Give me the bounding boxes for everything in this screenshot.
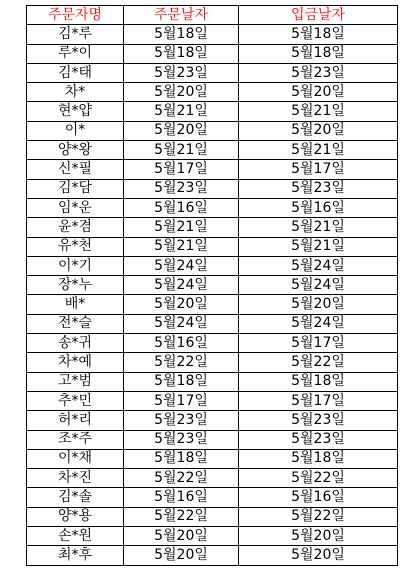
header-order-date: 주문날자 (124, 6, 239, 25)
cell-orderer-name: 양*용 (27, 507, 124, 526)
cell-orderer-name: 허*리 (27, 411, 124, 430)
cell-orderer-name: 고*범 (27, 372, 124, 391)
table-row (27, 430, 398, 449)
table-row (27, 25, 398, 44)
cell-orderer-name: 신*필 (27, 160, 124, 179)
cell-order-date: 5월18일 (124, 44, 239, 63)
cell-orderer-name: 양*왕 (27, 141, 124, 160)
cell-deposit-date: 5월23일 (239, 430, 398, 449)
table-row (27, 141, 398, 160)
cell-order-date: 5월21일 (124, 102, 239, 121)
order-deposit-table (26, 5, 398, 566)
cell-order-date: 5월18일 (124, 449, 239, 468)
cell-deposit-date: 5월21일 (239, 141, 398, 160)
table-row (27, 353, 398, 372)
cell-order-date: 5월18일 (124, 25, 239, 44)
cell-orderer-name: 차* (27, 83, 124, 102)
table-row (27, 372, 398, 391)
header-orderer-name: 주문자명 (27, 6, 124, 25)
cell-order-date: 5월24일 (124, 276, 239, 295)
cell-order-date: 5월24일 (124, 256, 239, 275)
cell-orderer-name: 현*얍 (27, 102, 124, 121)
cell-orderer-name: 차*예 (27, 353, 124, 372)
table-row (27, 411, 398, 430)
cell-order-date: 5월17일 (124, 391, 239, 410)
table-row (27, 334, 398, 353)
cell-deposit-date: 5월22일 (239, 353, 398, 372)
cell-deposit-date: 5월20일 (239, 121, 398, 140)
cell-order-date: 5월16일 (124, 334, 239, 353)
table-row (27, 160, 398, 179)
cell-deposit-date: 5월24일 (239, 314, 398, 333)
cell-order-date: 5월22일 (124, 353, 239, 372)
cell-orderer-name: 전*슬 (27, 314, 124, 333)
table-row (27, 256, 398, 275)
cell-order-date: 5월16일 (124, 488, 239, 507)
cell-order-date: 5월20일 (124, 527, 239, 546)
cell-order-date: 5월23일 (124, 179, 239, 198)
table-header-row (27, 6, 398, 25)
cell-deposit-date: 5월20일 (239, 546, 398, 565)
cell-deposit-date: 5월17일 (239, 391, 398, 410)
cell-deposit-date: 5월17일 (239, 334, 398, 353)
cell-orderer-name: 차*진 (27, 469, 124, 488)
cell-order-date: 5월20일 (124, 83, 239, 102)
cell-order-date: 5월21일 (124, 141, 239, 160)
table-row (27, 179, 398, 198)
table-row (27, 218, 398, 237)
table-row (27, 507, 398, 526)
cell-order-date: 5월22일 (124, 507, 239, 526)
table-row (27, 295, 398, 314)
cell-orderer-name: 송*귀 (27, 334, 124, 353)
table-row (27, 102, 398, 121)
table-row (27, 44, 398, 63)
cell-orderer-name: 배* (27, 295, 124, 314)
cell-orderer-name: 임*운 (27, 198, 124, 217)
cell-orderer-name: 김*태 (27, 63, 124, 82)
cell-orderer-name: 장*누 (27, 276, 124, 295)
cell-orderer-name: 추*민 (27, 391, 124, 410)
cell-orderer-name: 윤*겸 (27, 218, 124, 237)
cell-deposit-date: 5월16일 (239, 488, 398, 507)
cell-orderer-name: 김*담 (27, 179, 124, 198)
cell-deposit-date: 5월24일 (239, 256, 398, 275)
table-row (27, 527, 398, 546)
cell-deposit-date: 5월17일 (239, 160, 398, 179)
cell-order-date: 5월21일 (124, 237, 239, 256)
cell-orderer-name: 이* (27, 121, 124, 140)
cell-order-date: 5월20일 (124, 546, 239, 565)
cell-orderer-name: 손*원 (27, 527, 124, 546)
cell-deposit-date: 5월18일 (239, 449, 398, 468)
cell-order-date: 5월20일 (124, 121, 239, 140)
header-deposit-date: 입금날자 (239, 6, 398, 25)
cell-orderer-name: 유*천 (27, 237, 124, 256)
cell-deposit-date: 5월23일 (239, 411, 398, 430)
table-row (27, 237, 398, 256)
cell-deposit-date: 5월23일 (239, 179, 398, 198)
cell-order-date: 5월22일 (124, 469, 239, 488)
cell-orderer-name: 김*솔 (27, 488, 124, 507)
cell-order-date: 5월16일 (124, 198, 239, 217)
table-row (27, 63, 398, 82)
cell-deposit-date: 5월18일 (239, 25, 398, 44)
cell-order-date: 5월24일 (124, 314, 239, 333)
cell-deposit-date: 5월23일 (239, 63, 398, 82)
cell-deposit-date: 5월18일 (239, 44, 398, 63)
cell-deposit-date: 5월22일 (239, 469, 398, 488)
cell-order-date: 5월17일 (124, 160, 239, 179)
cell-order-date: 5월23일 (124, 411, 239, 430)
cell-deposit-date: 5월16일 (239, 198, 398, 217)
cell-order-date: 5월23일 (124, 63, 239, 82)
cell-deposit-date: 5월20일 (239, 295, 398, 314)
table-row (27, 469, 398, 488)
table-row (27, 198, 398, 217)
cell-deposit-date: 5월21일 (239, 237, 398, 256)
cell-deposit-date: 5월24일 (239, 276, 398, 295)
table-body (27, 25, 398, 565)
cell-order-date: 5월23일 (124, 430, 239, 449)
table-row (27, 314, 398, 333)
table-row (27, 276, 398, 295)
table-row (27, 121, 398, 140)
cell-deposit-date: 5월21일 (239, 218, 398, 237)
cell-deposit-date: 5월20일 (239, 83, 398, 102)
cell-order-date: 5월18일 (124, 372, 239, 391)
cell-orderer-name: 김*루 (27, 25, 124, 44)
cell-deposit-date: 5월18일 (239, 372, 398, 391)
cell-orderer-name: 루*이 (27, 44, 124, 63)
cell-orderer-name: 이*기 (27, 256, 124, 275)
cell-deposit-date: 5월20일 (239, 527, 398, 546)
table-row (27, 546, 398, 565)
cell-deposit-date: 5월21일 (239, 102, 398, 121)
cell-order-date: 5월21일 (124, 218, 239, 237)
table-row (27, 83, 398, 102)
cell-orderer-name: 이*채 (27, 449, 124, 468)
table-row (27, 488, 398, 507)
cell-deposit-date: 5월22일 (239, 507, 398, 526)
cell-orderer-name: 조*주 (27, 430, 124, 449)
cell-order-date: 5월20일 (124, 295, 239, 314)
table-row (27, 449, 398, 468)
table-row (27, 391, 398, 410)
cell-orderer-name: 최*후 (27, 546, 124, 565)
